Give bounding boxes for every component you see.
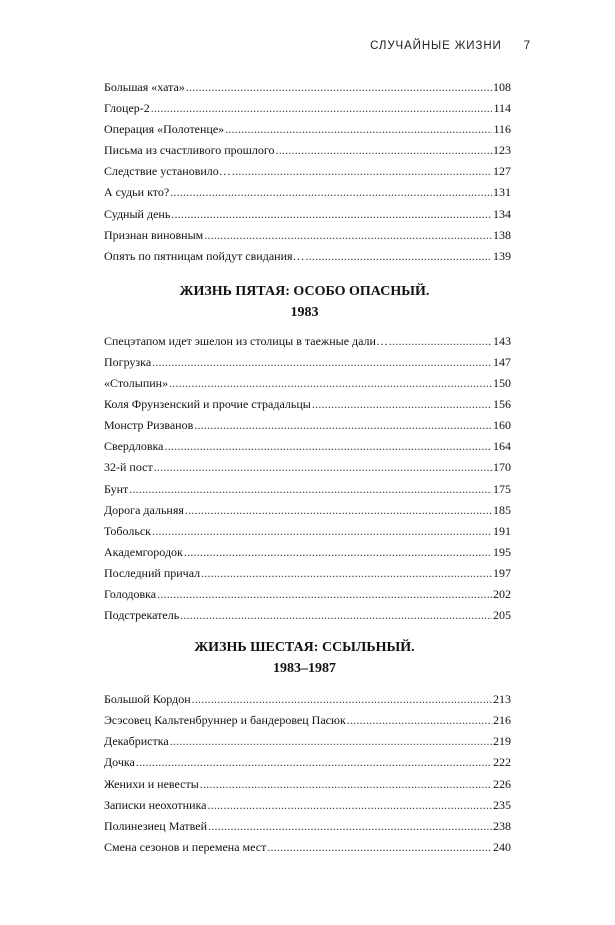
toc-entry-page: 114 <box>493 101 511 116</box>
toc-entry-page: 226 <box>493 776 511 791</box>
leader-dots <box>389 331 492 352</box>
toc-entry-page: 170 <box>493 460 511 475</box>
toc-list-part-5 <box>104 331 511 626</box>
toc-entry-page: 127 <box>493 164 511 179</box>
leader-dots <box>165 436 492 457</box>
page-number: 7 <box>523 40 531 52</box>
toc-entry-page: 123 <box>493 143 511 158</box>
leader-dots <box>192 689 492 710</box>
toc-entry-title: Спецэтапом идет эшелон из столицы в таежные дали… <box>104 333 388 348</box>
toc-entry-title: Подстрекатель <box>104 608 180 623</box>
section-years: 1983–1987 <box>273 661 336 677</box>
toc-entry <box>104 182 511 203</box>
toc-entry <box>104 225 511 246</box>
section-title: ЖИЗНЬ ШЕСТАЯ: ССЫЛЬНЫЙ. <box>194 640 415 656</box>
toc-entry-title: Большой Кордон <box>104 692 191 707</box>
toc-entry-page: 143 <box>493 333 511 348</box>
toc-entry <box>104 394 511 415</box>
leader-dots <box>208 795 493 816</box>
toc-entry <box>104 689 511 710</box>
toc-entry-title: Бунт <box>104 481 129 496</box>
toc-entry-page: 197 <box>493 565 511 580</box>
toc-entry-title: Опять по пятницам пойдут свидания… <box>104 248 305 263</box>
toc-entry <box>104 161 511 182</box>
toc-entry-title: Полинезиец Матвей <box>104 818 207 833</box>
leader-dots <box>154 457 492 478</box>
leader-dots <box>184 542 492 563</box>
toc-entry-title: Декабристка <box>104 734 169 749</box>
toc-entry-page: 108 <box>493 80 511 94</box>
toc-entry-page: 150 <box>493 376 511 391</box>
toc-entry-page: 235 <box>493 797 511 812</box>
toc-entry <box>104 436 511 457</box>
leader-dots <box>204 225 492 246</box>
toc-entry-title: Женихи и невесты <box>104 776 199 791</box>
toc-entry-page: 175 <box>493 481 511 496</box>
toc-entry-title: Операция «Полотенце» <box>104 122 225 137</box>
toc-entry-title: Коля Фрунзенский и прочие страдальцы <box>104 397 311 412</box>
toc-list-part-4-continued <box>104 77 511 267</box>
toc-entry <box>104 204 511 225</box>
toc-entry-title: Свердловка <box>104 439 164 454</box>
toc-entry-page: 134 <box>493 206 511 221</box>
toc-entry <box>104 373 511 394</box>
toc-entry-title: Погрузка <box>104 354 152 369</box>
toc-entry-title: Академгородок <box>104 544 183 559</box>
toc-list-part-6 <box>104 689 511 858</box>
toc-entry <box>104 521 511 542</box>
leader-dots <box>157 584 492 605</box>
toc-entry-page: 222 <box>493 755 511 770</box>
toc-entry <box>104 816 511 837</box>
leader-dots <box>225 119 492 140</box>
toc-entry-title: Глоцер-2 <box>104 101 150 116</box>
toc-entry-page: 195 <box>493 544 511 559</box>
toc-entry-page: 216 <box>493 713 511 728</box>
toc-entry <box>104 584 511 605</box>
toc-entry <box>104 542 511 563</box>
toc-entry <box>104 731 511 752</box>
toc-entry-title: Дорога дальняя <box>104 502 184 517</box>
toc-entry-page: 240 <box>493 839 511 854</box>
section-heading-part-5 <box>98 281 511 323</box>
leader-dots <box>129 479 492 500</box>
leader-dots <box>267 837 492 858</box>
leader-dots <box>312 394 492 415</box>
toc-entry-title: Эсэсовец Кальтенбруннер и бандеровец Пасюк <box>104 713 346 728</box>
leader-dots <box>151 98 493 119</box>
toc-entry-title: А судьи кто? <box>104 185 170 200</box>
toc-entry <box>104 119 511 140</box>
toc-entry-title: Судный день <box>104 206 171 221</box>
toc-entry-title: Смена сезонов и перемена мест <box>104 839 267 854</box>
toc-entry-title: Следствие установило… <box>104 164 231 179</box>
toc-entry-title: Записки неохотника <box>104 797 207 812</box>
running-head <box>370 40 531 52</box>
toc-entry-page: 116 <box>493 122 511 137</box>
toc-entry-page: 213 <box>493 692 511 707</box>
toc-entry <box>104 457 511 478</box>
leader-dots <box>306 246 492 267</box>
toc-entry <box>104 500 511 521</box>
table-of-contents <box>104 77 511 858</box>
toc-entry-title: Тобольск <box>104 523 151 538</box>
toc-entry-page: 164 <box>493 439 511 454</box>
leader-dots <box>185 500 492 521</box>
leader-dots <box>194 415 492 436</box>
toc-entry-title: Большая «хата» <box>104 80 185 94</box>
toc-entry <box>104 837 511 858</box>
toc-entry <box>104 563 511 584</box>
toc-entry <box>104 795 511 816</box>
leader-dots <box>152 521 492 542</box>
toc-entry-page: 205 <box>493 608 511 623</box>
toc-entry <box>104 246 511 267</box>
toc-entry <box>104 479 511 500</box>
toc-entry-page: 219 <box>493 734 511 749</box>
toc-entry-page: 160 <box>493 418 511 433</box>
toc-entry-title: Голодовка <box>104 586 157 601</box>
toc-entry <box>104 752 511 773</box>
toc-entry-title: Дочка <box>104 755 135 770</box>
leader-dots <box>152 352 492 373</box>
toc-entry-page: 191 <box>493 523 511 538</box>
toc-entry <box>104 710 511 731</box>
toc-entry <box>104 352 511 373</box>
section-title: ЖИЗНЬ ПЯТАЯ: ОСОБО ОПАСНЫЙ. <box>179 283 430 299</box>
toc-entry-title: «Столыпин» <box>104 376 169 391</box>
toc-entry-title: Монстр Ризванов <box>104 418 194 433</box>
leader-dots <box>186 77 492 98</box>
toc-entry-page: 139 <box>493 248 511 263</box>
leader-dots <box>200 774 492 795</box>
section-heading-part-6 <box>98 637 511 679</box>
toc-entry-title: Признан виновным <box>104 227 204 242</box>
toc-entry-page: 238 <box>493 818 511 833</box>
leader-dots <box>170 731 492 752</box>
toc-entry-page: 131 <box>493 185 511 200</box>
toc-entry-page: 147 <box>493 354 511 369</box>
leader-dots <box>170 182 492 203</box>
leader-dots <box>169 373 492 394</box>
toc-entry <box>104 77 511 98</box>
leader-dots <box>276 140 493 161</box>
leader-dots <box>180 605 492 626</box>
leader-dots <box>208 816 492 837</box>
toc-entry <box>104 774 511 795</box>
toc-entry-page: 185 <box>493 502 511 517</box>
toc-entry <box>104 605 511 626</box>
toc-entry <box>104 98 511 119</box>
toc-entry-page: 156 <box>493 397 511 412</box>
leader-dots <box>171 204 492 225</box>
leader-dots <box>347 710 492 731</box>
toc-entry <box>104 331 511 352</box>
leader-dots <box>232 161 492 182</box>
toc-entry <box>104 415 511 436</box>
toc-entry-title: Письма из счастливого прошлого <box>104 143 275 158</box>
leader-dots <box>201 563 492 584</box>
toc-entry-title: Последний причал <box>104 565 201 580</box>
section-years: 1983 <box>290 304 319 320</box>
toc-entry-page: 202 <box>493 586 511 601</box>
running-title: СЛУЧАЙНЫЕ ЖИЗНИ <box>370 40 502 52</box>
toc-entry-title: 32-й пост <box>104 460 153 475</box>
toc-entry-page: 138 <box>493 227 511 242</box>
leader-dots <box>136 752 492 773</box>
toc-entry <box>104 140 511 161</box>
